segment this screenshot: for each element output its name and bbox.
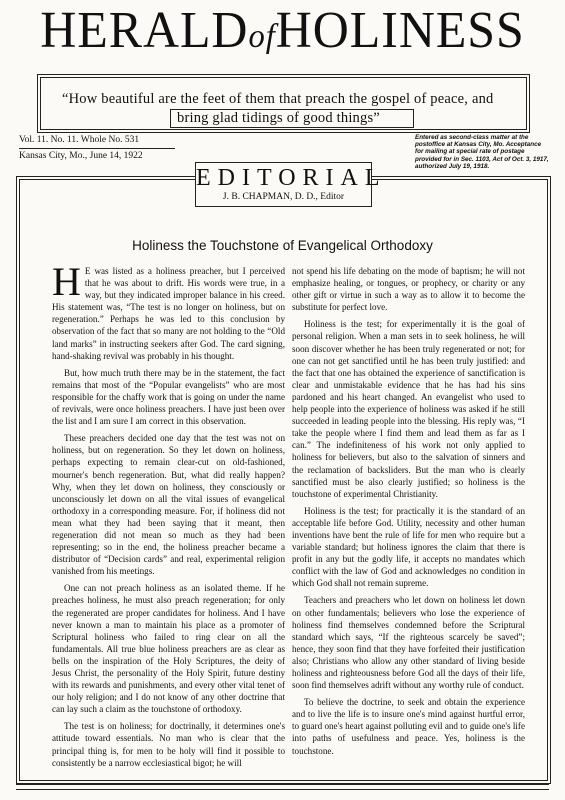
paragraph: These preachers decided one day that the test was not on holiness, but on regeneration. So they let down on holiness, perhaps expecting to remain clear-cut on old-fashioned, mourner's bench regeneration. But, what did really happen? Why, when they let down on holiness, they consciously or unconsciously let down on all the vital issues of evangelical orthodoxy in a corresponding measure. For, if holiness did not mean what they had been saying that it meant, then regeneration did not mean so much as they had been representing; so in the end, the holiness preacher became a distributor of “Decision cards” and real, experimental religion vanished from his meetings.	[52, 433, 285, 577]
paragraph: To believe the doctrine, to seek and obtain the experience and to live the life is to insure one's mind against hurtful error, to guard one's heart against polluting evil and to guide one's life into paths of usefulness and peace. Yes, holiness is the touchstone.	[292, 697, 525, 756]
bottom-ornament-rule	[16, 784, 549, 790]
paragraph: Teachers and preachers who let down on holiness let down on other fundamentals; believers who lose the experience of holiness find themselves condemned before the Scriptural standard which says, “If the righteous scarcely be saved”; hence, they soon find that they have forfeited their justification also; Christians who allow any other standard of living beside holiness and righteousness before God all the days of their life, soon find themselves adrift without any worthy rule of conduct.	[292, 595, 525, 691]
paragraph: H E was listed as a holiness preacher, but I perceived that he was about to drift. His words were true, in a way, but they indicated improper balance in his creed. His statement was, “The test is no longer on holiness, but on regeneration.” Perhaps he was led to this conclusion by observation of the fact that so many are not holding to the “Old land marks” in instructing seekers after God. The card signing, hand-shaking revival was probably in his thought.	[52, 259, 285, 361]
drop-cap: H	[52, 259, 81, 304]
issue-place-date: Kansas City, Mo., June 14, 1922	[19, 151, 143, 161]
editorial-heading-box	[195, 162, 387, 207]
issue-divider	[19, 148, 175, 149]
masthead-title	[11, 2, 553, 66]
paragraph: One can not preach holiness as an isolated theme. If he preaches holiness, he must also preach regeneration; for only the regenerated are proper candidates for holiness. And I have never known a man to maintain his place as a promoter of Scriptural holiness who failed to ring clear on all the fundamentals. All true blue holiness preachers are as clear as bells on the inspiration of the Holy Scriptures, the deity of Jesus Christ, the personality of the Holy Spirit, future destiny with its rewards and punishments, and every other vital tenet of our holy religion; and I do not know of any other doctrine that can lay such a claim as the touchstone of orthodoxy.	[52, 583, 285, 715]
masthead-of: of	[248, 18, 276, 55]
article-column-right	[292, 265, 525, 762]
article-column-left	[52, 259, 285, 774]
paragraph: Holiness is the test; for experimentally it is the goal of personal religion. When a man sets in to seek holiness, he will soon discover whether he has been truly regenerated or not; for one can not get sanctified until he has been truly justified: and the fact that one has obtained the experience of sanctification is clear and unmistakable evidence that he has had his sins pardoned and his heart changed. An evangelist who used to help people into the experience of holiness was asked if he still succeeded in leading people into the blessing. His reply was, “I take the people where I find them and lead them as far as I can.” The indefiniteness of his work not only applied to holiness for believers, but also to the salvation of sinners and the reclamation of backsliders. But the man who is clearly sanctified must be also clearly justified; so holiness is the touchstone of experimental Christianity.	[292, 319, 525, 499]
issue-volume: Vol. 11. No. 11. Whole No. 531	[19, 135, 140, 145]
banner-quote-line1: “How beautiful are the feet of them that preach the gospel of peace, and	[62, 91, 494, 107]
paragraph: not spend his life debating on the mode of baptism; he will not emphasize healing, or tongues, or prophecy, or charity or any other gift or virtue in such a way as to allow it to become the substitute for perfect love.	[292, 266, 525, 313]
banner-quote-line2: bring glad tidings of good things”	[170, 109, 414, 128]
section-heading: EDITORIAL	[196, 165, 387, 191]
postal-entry-notice: Entered as second-class matter at the postoffice at Kansas City, Mo. Acceptance for mailing at special rate of postage provided for in Sec. 1103, Act of Oct. 3, 1917, authorized July 19, 1918.	[415, 134, 549, 170]
masthead-part2: HOLINESS	[275, 2, 525, 59]
article-title: Holiness the Touchstone of Evangelical Orthodoxy	[132, 238, 433, 253]
masthead-part1: HERALD	[40, 2, 249, 59]
editor-byline: J. B. CHAPMAN, D. D., Editor	[222, 192, 345, 202]
paragraph: The test is on holiness; for doctrinally, it determines one's attitude toward essentials. No man who is clear that the principal thing is, for men to be holy will find it possible to consistently be a narrow ecclesiastical bigot; he will	[52, 721, 285, 768]
paragraph: Holiness is the test; for practically it is the standard of an acceptable life before God. Utility, necessity and other human inventions have bent the rule of life for men who require but a variable standard; but holiness ignores the claim that there is profit in any but the godly life, it accepts no mandates which conflict with the law of God and acknowledges no condition in which God shall not remain supreme.	[292, 505, 525, 589]
paragraph: But, how much truth there may be in the statement, the fact remains that most of the “Popular evangelists” who are most responsible for the chaffy work that is going on under the name of revivals, were once holiness preachers. I have just been over the list and I am sure I am correct in this observation.	[52, 367, 285, 427]
